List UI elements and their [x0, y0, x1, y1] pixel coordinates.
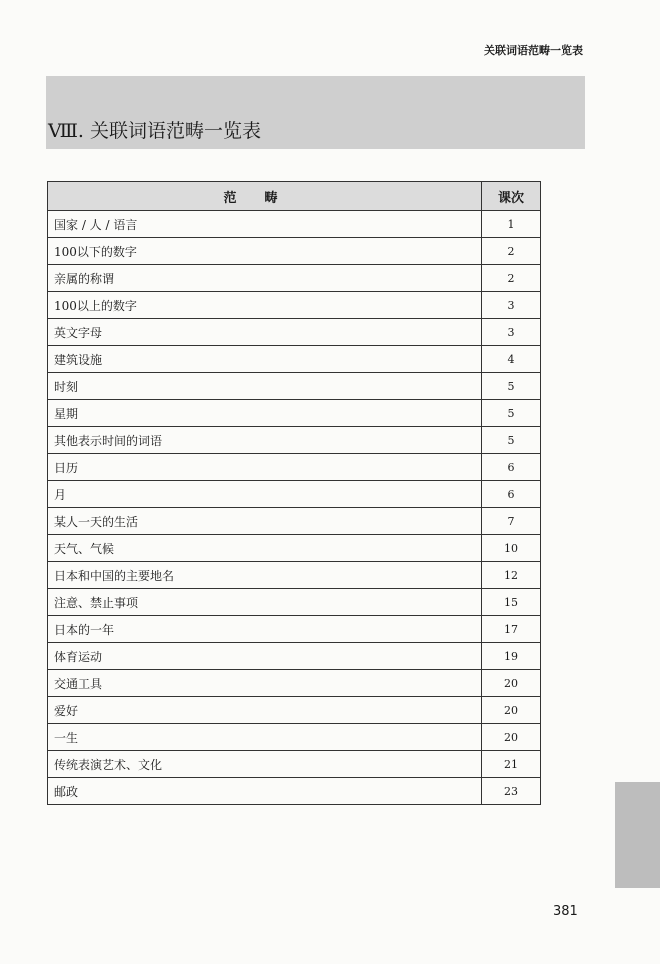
category-cell: 一生	[48, 724, 482, 751]
running-head: 关联词语范畴一览表	[484, 44, 583, 57]
table-row	[48, 589, 541, 616]
lesson-cell: 3	[482, 319, 541, 346]
table-row	[48, 697, 541, 724]
lesson-cell: 23	[482, 778, 541, 805]
category-cell: 传统表演艺术、文化	[48, 751, 482, 778]
lesson-cell: 4	[482, 346, 541, 373]
lesson-cell: 6	[482, 481, 541, 508]
lesson-cell: 15	[482, 589, 541, 616]
category-cell: 100以下的数字	[48, 238, 482, 265]
category-cell: 月	[48, 481, 482, 508]
category-cell: 交通工具	[48, 670, 482, 697]
category-cell: 爱好	[48, 697, 482, 724]
page-number: 381	[553, 904, 578, 919]
category-cell: 英文字母	[48, 319, 482, 346]
table-row	[48, 751, 541, 778]
side-thumb-tab	[615, 782, 660, 888]
lesson-cell: 20	[482, 670, 541, 697]
category-table	[47, 181, 541, 805]
title-band	[46, 76, 585, 149]
lesson-cell: 10	[482, 535, 541, 562]
category-cell: 注意、禁止事项	[48, 589, 482, 616]
table-header-row	[48, 182, 541, 211]
table-row	[48, 400, 541, 427]
table-row	[48, 508, 541, 535]
table-row	[48, 346, 541, 373]
table-row	[48, 616, 541, 643]
category-cell: 星期	[48, 400, 482, 427]
table-row	[48, 670, 541, 697]
table-row	[48, 778, 541, 805]
lesson-cell: 5	[482, 427, 541, 454]
lesson-cell: 2	[482, 265, 541, 292]
table-row	[48, 643, 541, 670]
lesson-cell: 20	[482, 697, 541, 724]
lesson-cell: 7	[482, 508, 541, 535]
table-row	[48, 481, 541, 508]
category-cell: 天气、气候	[48, 535, 482, 562]
category-cell: 其他表示时间的词语	[48, 427, 482, 454]
lesson-cell: 6	[482, 454, 541, 481]
category-cell: 某人一天的生活	[48, 508, 482, 535]
lesson-cell: 3	[482, 292, 541, 319]
section-title: Ⅷ. 关联词语范畴一览表	[48, 120, 262, 142]
table-row	[48, 535, 541, 562]
table-row	[48, 238, 541, 265]
lesson-cell: 12	[482, 562, 541, 589]
category-cell: 时刻	[48, 373, 482, 400]
table-row	[48, 292, 541, 319]
table-row	[48, 724, 541, 751]
category-cell: 日本的一年	[48, 616, 482, 643]
lesson-cell: 5	[482, 373, 541, 400]
category-cell: 邮政	[48, 778, 482, 805]
category-cell: 日历	[48, 454, 482, 481]
lesson-cell: 17	[482, 616, 541, 643]
category-cell: 日本和中国的主要地名	[48, 562, 482, 589]
table-row	[48, 319, 541, 346]
lesson-cell: 2	[482, 238, 541, 265]
table-row	[48, 211, 541, 238]
table-row	[48, 562, 541, 589]
table-row	[48, 454, 541, 481]
lesson-cell: 5	[482, 400, 541, 427]
category-cell: 体育运动	[48, 643, 482, 670]
lesson-cell: 1	[482, 211, 541, 238]
table-row	[48, 373, 541, 400]
header-category: 范畴	[48, 182, 482, 211]
category-cell: 国家 / 人 / 语言	[48, 211, 482, 238]
lesson-cell: 19	[482, 643, 541, 670]
category-cell: 建筑设施	[48, 346, 482, 373]
table-row	[48, 427, 541, 454]
category-cell: 100以上的数字	[48, 292, 482, 319]
header-lesson: 课次	[482, 182, 541, 211]
table-row	[48, 265, 541, 292]
lesson-cell: 21	[482, 751, 541, 778]
category-cell: 亲属的称谓	[48, 265, 482, 292]
lesson-cell: 20	[482, 724, 541, 751]
